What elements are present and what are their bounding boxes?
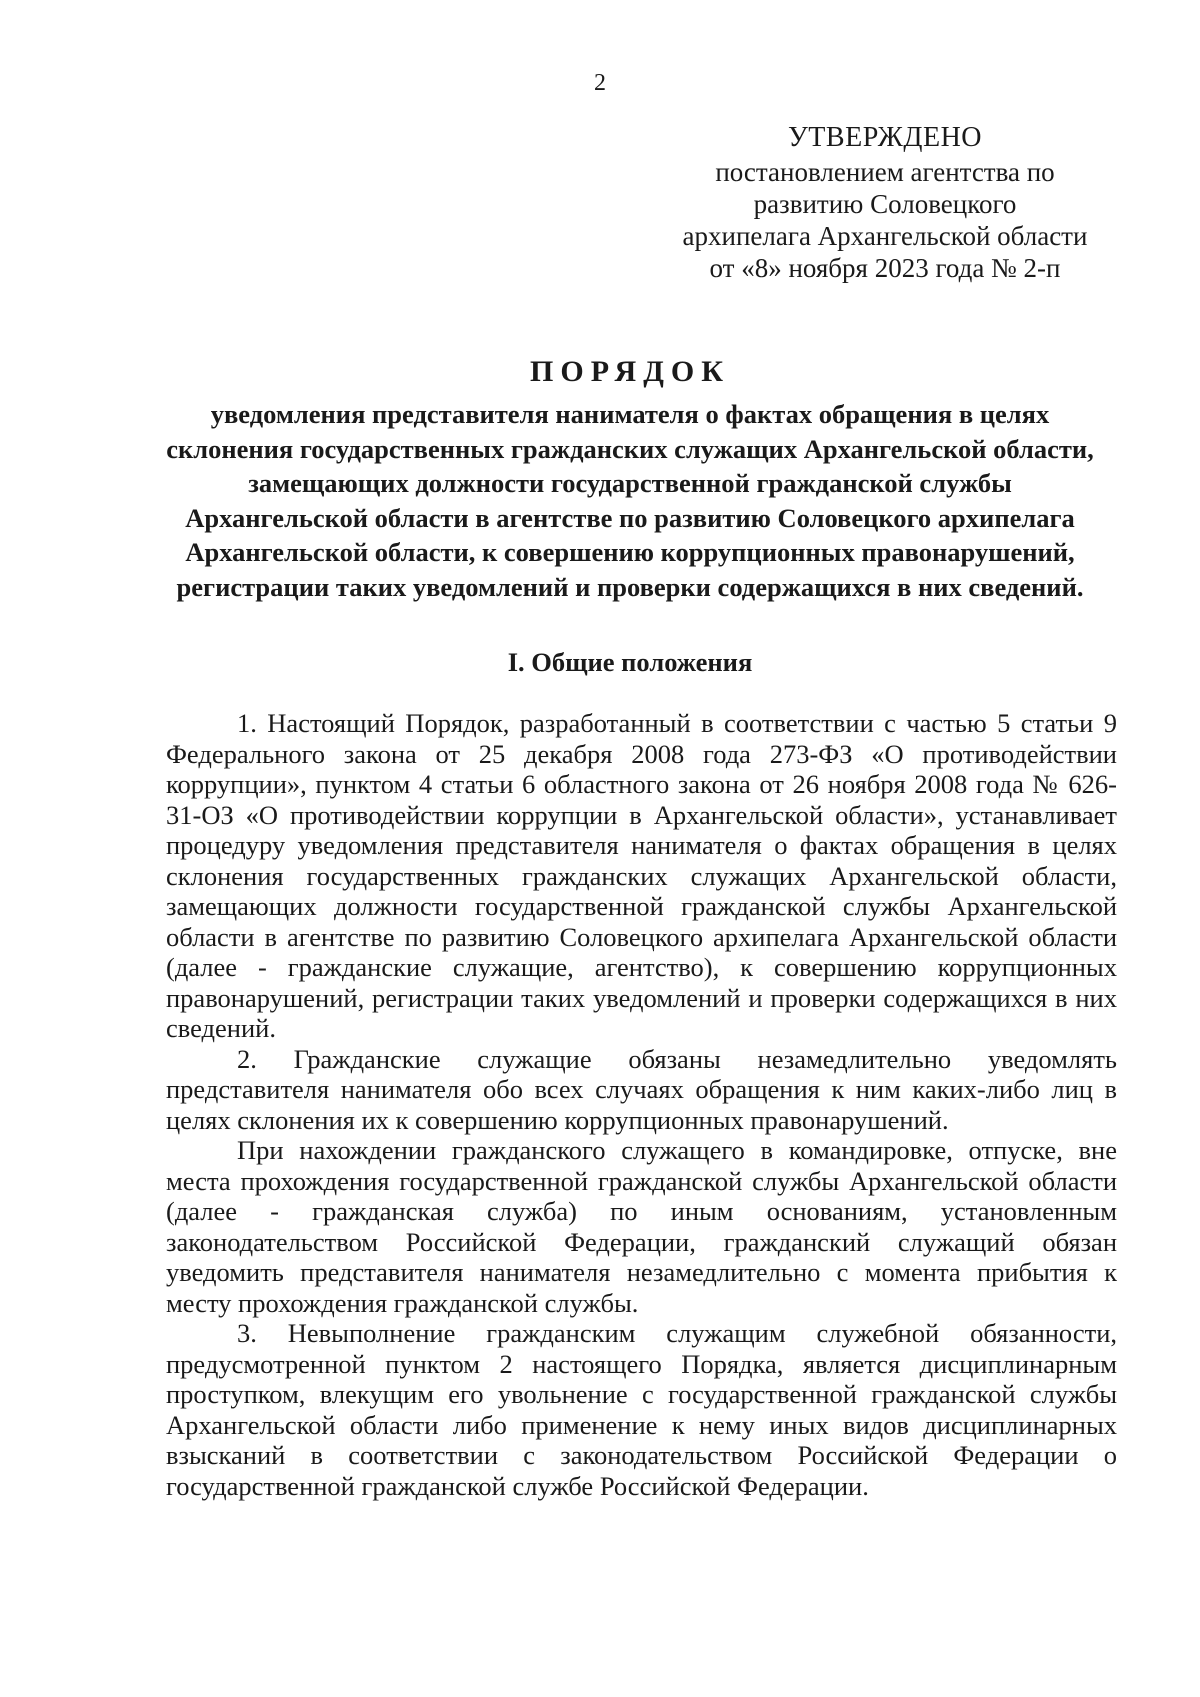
approval-line-2: развитию Соловецкого [753, 189, 1017, 219]
paragraph-4: 3. Невыполнение гражданским служащим служебной обязанности, предусмотренной пунктом 2 настоящего Порядка, является дисциплинарным проступком, влекущим его увольнение с государственной гражданской службы Архангельской области либо применение к нему иных видов дисциплинарных взысканий в соответствии с законодательством Российской Федерации о государственной гражданской службе Российской Федерации. [166, 1318, 1117, 1501]
document-title: ПОРЯДОК [530, 355, 730, 388]
approval-line-4: от «8» ноября 2023 года № 2-п [709, 253, 1061, 283]
approval-line-1: постановлением агентства по [715, 157, 1055, 187]
approval-stamp-block [650, 122, 1120, 284]
approved-label: УТВЕРЖДЕНО [787, 122, 983, 153]
approval-line-3: архипелага Архангельской области [682, 221, 1088, 251]
body-text [166, 708, 1117, 1501]
page-number: 2 [594, 70, 606, 96]
paragraph-2: 2. Гражданские служащие обязаны незамедлительно уведомлять представителя нанимателя обо всех случаях обращения к ним каких-либо лиц в целях склонения их к совершению коррупционных правонарушений. [166, 1043, 1117, 1135]
document-subtitle: уведомления представителя нанимателя о фактах обращения в целях склонения государственных гражданских служащих Архангельской области, замещающих должности государственной гражданской службы Архангельской области в агентстве по развитию Соловецкого архипелага Архангельской области, к совершению коррупционных правонарушений, регистрации таких уведомлений и проверки содержащихся в них сведений. [166, 399, 1094, 602]
paragraph-3: При нахождении гражданского служащего в командировке, отпуске, вне места прохождения государственной гражданской службы Архангельской области (далее - гражданская служба) по иным основаниям, установленным законодательством Российской Федерации, гражданский служащий обязан уведомить представителя нанимателя незамедлительно с момента прибытия к месту прохождения гражданской службы. [166, 1135, 1117, 1318]
section-heading: I. Общие положения [507, 647, 753, 677]
document-title-block [160, 355, 1100, 604]
paragraph-1: 1. Настоящий Порядок, разработанный в соответствии с частью 5 статьи 9 Федерального закона от 25 декабря 2008 года 273-ФЗ «О противодействии коррупции», пунктом 4 статьи 6 областного закона от 26 ноября 2008 года № 626-31-ОЗ «О противодействии коррупции в Архангельской области», устанавливает процедуру уведомления представителя нанимателя о фактах обращения в целях склонения государственных гражданских служащих Архангельской области, замещающих должности государственной гражданской службы Архангельской области в агентстве по развитию Соловецкого архипелага Архангельской области (далее - гражданские служащие, агентство), к совершению коррупционных правонарушений, регистрации таких уведомлений и проверки содержащихся в них сведений. [166, 708, 1117, 1043]
